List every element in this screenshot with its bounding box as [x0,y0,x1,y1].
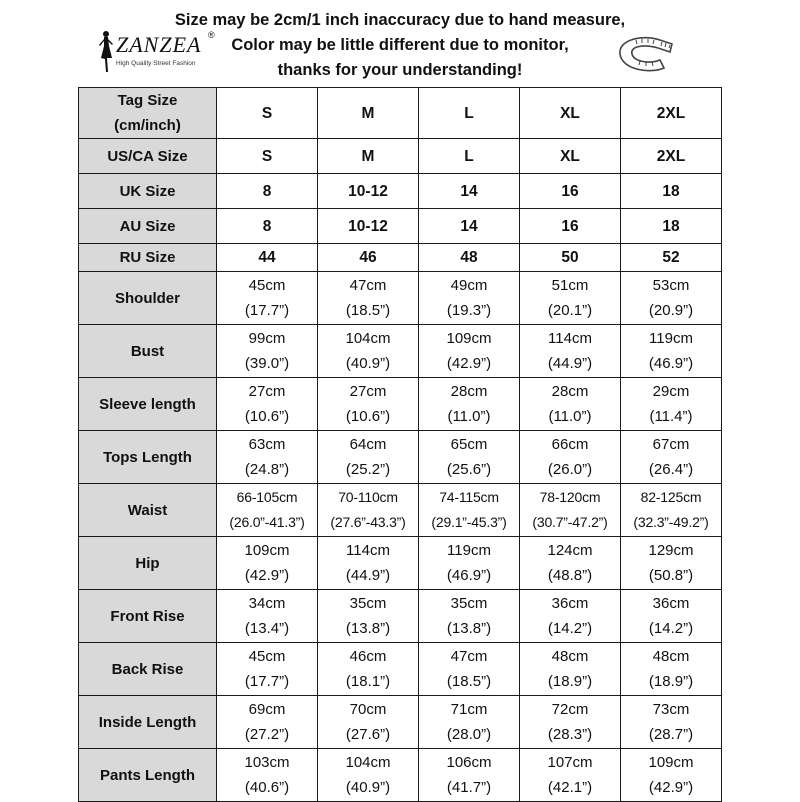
brand-tagline: High Quality Street Fashion [116,60,196,67]
cm-value: 106cm [446,754,492,771]
row-label: UK Size [79,174,217,209]
page-header [0,0,800,88]
measurement-cell [520,590,621,643]
inch-value: (28.3”) [547,726,593,743]
measurement-cell [621,272,722,325]
inch-value: (41.7”) [446,779,492,796]
conversion-row [79,139,722,174]
inch-value: (44.9”) [345,567,391,584]
cm-value: 114cm [346,542,390,559]
notice-line-1: Size may be 2cm/1 inch inaccuracy due to hand measure, [174,11,626,29]
cm-value: 28cm [551,383,589,400]
row-label: Tops Length [79,431,217,484]
measurement-cell [419,378,520,431]
cm-value: 70cm [349,701,387,718]
measurement-cell [621,749,722,802]
measurement-cell [318,696,419,749]
measurement-cell [217,643,318,696]
cm-value: 45cm [248,277,286,294]
size-value-cell: 14 [419,174,520,209]
measurement-cell [217,431,318,484]
cm-value: 51cm [551,277,589,294]
measurement-cell [318,272,419,325]
measurement-cell [318,643,419,696]
cm-value: 82-125cm [640,489,702,505]
inch-value: (19.3”) [446,302,492,319]
measurement-cell [621,696,722,749]
inch-value: (46.9”) [446,567,492,584]
inch-value: (13.4”) [244,620,290,637]
row-label: Sleeve length [79,378,217,431]
measurement-row [79,696,722,749]
cm-value: 74-115cm [439,489,499,505]
inch-value: (39.0”) [244,355,290,372]
registered-mark: ® [208,30,215,40]
inch-value: (28.7”) [648,726,694,743]
inch-value: (25.6”) [446,461,492,478]
measurement-cell [318,325,419,378]
measurement-cell [419,325,520,378]
measurement-cell [520,431,621,484]
size-header-cell: M [318,88,419,139]
size-value-cell: 14 [419,209,520,244]
cm-value: 49cm [450,277,488,294]
measurement-cell [217,537,318,590]
measurement-row [79,537,722,590]
inch-value: (13.8”) [446,620,492,637]
cm-value: 119cm [649,330,693,347]
cm-value: 66-105cm [236,489,298,505]
inch-value: (44.9”) [547,355,593,372]
size-value-cell: 2XL [621,139,722,174]
cm-value: 46cm [349,648,387,665]
cm-value: 104cm [345,754,391,771]
inch-value: (30.7”-47.2”) [532,514,608,530]
row-label: US/CA Size [79,139,217,174]
inch-value: (42.1”) [547,779,593,796]
cm-value: 36cm [551,595,589,612]
inch-value: (14.2”) [648,620,694,637]
inch-value: (20.1”) [547,302,593,319]
inch-value: (29.1”-45.3”) [431,514,507,530]
measurement-cell [318,537,419,590]
size-value-cell: 10-12 [318,209,419,244]
cm-value: 63cm [248,436,286,453]
cm-value: 119cm [447,542,491,559]
conversion-row [79,174,722,209]
inch-value: (14.2”) [547,620,593,637]
measurement-cell [621,484,722,537]
inch-value: (42.9”) [244,567,290,584]
size-value-cell: M [318,139,419,174]
inch-value: (46.9”) [648,355,694,372]
measurement-cell [217,325,318,378]
inch-value: (17.7”) [244,302,290,319]
conversion-row [79,244,722,272]
size-value-cell: 48 [419,244,520,272]
size-chart-body [79,88,722,802]
cm-value: 69cm [248,701,286,718]
cm-value: 114cm [548,330,592,347]
size-value-cell: S [217,139,318,174]
row-label: Shoulder [79,272,217,325]
measurement-cell [318,378,419,431]
cm-value: 107cm [547,754,593,771]
measurement-cell [217,696,318,749]
cm-value: 35cm [450,595,488,612]
size-header-cell: S [217,88,318,139]
inch-value: (18.9”) [547,673,593,690]
size-value-cell: 46 [318,244,419,272]
row-label: Pants Length [79,749,217,802]
measurement-row [79,590,722,643]
cm-value: 65cm [450,436,488,453]
cm-value: 109cm [648,754,694,771]
cm-value: 109cm [446,330,492,347]
inch-value: (18.5”) [446,673,492,690]
row-label: AU Size [79,209,217,244]
cm-value: 29cm [652,383,690,400]
measurement-cell [419,696,520,749]
notice-line-3: thanks for your understanding! [277,61,523,79]
cm-value: 47cm [450,648,488,665]
measurement-row [79,325,722,378]
inch-value: (13.8”) [345,620,391,637]
measurement-cell [520,378,621,431]
measurement-cell [318,431,419,484]
size-value-cell: 10-12 [318,174,419,209]
inch-value: (11.0”) [447,408,491,425]
cm-value: 67cm [652,436,690,453]
cm-value: 48cm [551,648,589,665]
tag-size-header [79,88,217,139]
inch-value: (40.9”) [345,779,391,796]
measurement-cell [217,378,318,431]
measurement-row [79,643,722,696]
measurement-cell [217,749,318,802]
size-header-cell: 2XL [621,88,722,139]
cm-value: 70-110cm [338,489,398,505]
inch-value: (11.0”) [548,408,592,425]
inch-value: (18.9”) [648,673,694,690]
measurement-cell [520,484,621,537]
measurement-cell [621,378,722,431]
size-value-cell: L [419,139,520,174]
measurement-cell [419,484,520,537]
row-label: Waist [79,484,217,537]
inch-value: (10.6”) [345,408,391,425]
inch-value: (42.9”) [446,355,492,372]
measurement-cell [621,537,722,590]
cm-value: 36cm [652,595,690,612]
measurement-cell [520,272,621,325]
measurement-cell [419,590,520,643]
cm-value: 35cm [349,595,387,612]
measurement-row [79,484,722,537]
cm-value: 99cm [248,330,286,347]
cm-value: 104cm [345,330,391,347]
inch-value: (26.0”-41.3”) [229,514,305,530]
inch-value: (25.2”) [345,461,391,478]
measurement-row [79,378,722,431]
inch-value: (40.9”) [345,355,391,372]
tag-size-row [79,88,722,139]
measurement-cell [419,749,520,802]
measurement-row [79,272,722,325]
cm-value: 103cm [244,754,290,771]
measurement-cell [520,749,621,802]
measurement-cell [621,431,722,484]
size-header-cell: L [419,88,520,139]
measurement-cell [217,272,318,325]
row-label: Front Rise [79,590,217,643]
measurement-cell [520,537,621,590]
measurement-row [79,749,722,802]
measurement-cell [419,272,520,325]
inch-value: (24.8”) [244,461,290,478]
row-label: Bust [79,325,217,378]
row-label: Back Rise [79,643,217,696]
cm-value: 129cm [648,542,694,559]
notice-line-2: Color may be little different due to monitor, [231,36,569,54]
inch-value: (20.9”) [648,302,694,319]
measurement-cell [217,590,318,643]
cm-value: 27cm [349,383,387,400]
row-label: RU Size [79,244,217,272]
cm-value: 66cm [551,436,589,453]
inch-value: (28.0”) [446,726,492,743]
cm-value: 71cm [450,701,488,718]
size-header-cell: XL [520,88,621,139]
inch-value: (11.4”) [649,408,693,425]
inch-value: (42.9”) [648,779,694,796]
size-value-cell: 16 [520,174,621,209]
inch-value: (32.3”-49.2”) [633,514,709,530]
inch-value: (10.6”) [244,408,290,425]
inch-value: (17.7”) [244,673,290,690]
measurement-cell [419,643,520,696]
notice-text [150,8,650,83]
size-value-cell: 16 [520,209,621,244]
measurement-cell [318,484,419,537]
tag-size-label-line2: (cm/inch) [114,117,181,134]
size-value-cell: 50 [520,244,621,272]
inch-value: (48.8”) [547,567,593,584]
cm-value: 53cm [652,277,690,294]
size-value-cell: 18 [621,174,722,209]
row-label: Inside Length [79,696,217,749]
inch-value: (27.2”) [244,726,290,743]
cm-value: 64cm [349,436,387,453]
inch-value: (27.6”) [345,726,391,743]
measurement-cell [318,749,419,802]
cm-value: 47cm [349,277,387,294]
size-value-cell: 52 [621,244,722,272]
inch-value: (18.1”) [345,673,391,690]
measurement-cell [621,325,722,378]
inch-value: (27.6”-43.3”) [330,514,406,530]
inch-value: (26.4”) [648,461,694,478]
inch-value: (50.8”) [648,567,694,584]
inch-value: (40.6”) [244,779,290,796]
cm-value: 109cm [244,542,290,559]
size-value-cell: XL [520,139,621,174]
cm-value: 45cm [248,648,286,665]
size-chart-table [78,87,722,802]
measurement-row [79,431,722,484]
row-label: Hip [79,537,217,590]
measurement-cell [621,643,722,696]
measurement-cell [217,484,318,537]
measurement-cell [520,643,621,696]
measurement-cell [419,537,520,590]
inch-value: (18.5”) [345,302,391,319]
conversion-row [79,209,722,244]
cm-value: 124cm [547,542,593,559]
cm-value: 73cm [652,701,690,718]
size-value-cell: 8 [217,174,318,209]
brand-name: ZANZEA [116,32,202,57]
inch-value: (26.0”) [547,461,593,478]
cm-value: 78-120cm [539,489,601,505]
measurement-cell [318,590,419,643]
cm-value: 34cm [248,595,286,612]
measurement-cell [621,590,722,643]
cm-value: 28cm [450,383,488,400]
measurement-cell [419,431,520,484]
size-value-cell: 8 [217,209,318,244]
measuring-tape-icon [612,26,682,76]
tag-size-label-line1: Tag Size [117,92,178,109]
measurement-cell [520,325,621,378]
cm-value: 72cm [551,701,589,718]
cm-value: 27cm [248,383,286,400]
size-value-cell: 44 [217,244,318,272]
size-value-cell: 18 [621,209,722,244]
cm-value: 48cm [652,648,690,665]
measurement-cell [520,696,621,749]
